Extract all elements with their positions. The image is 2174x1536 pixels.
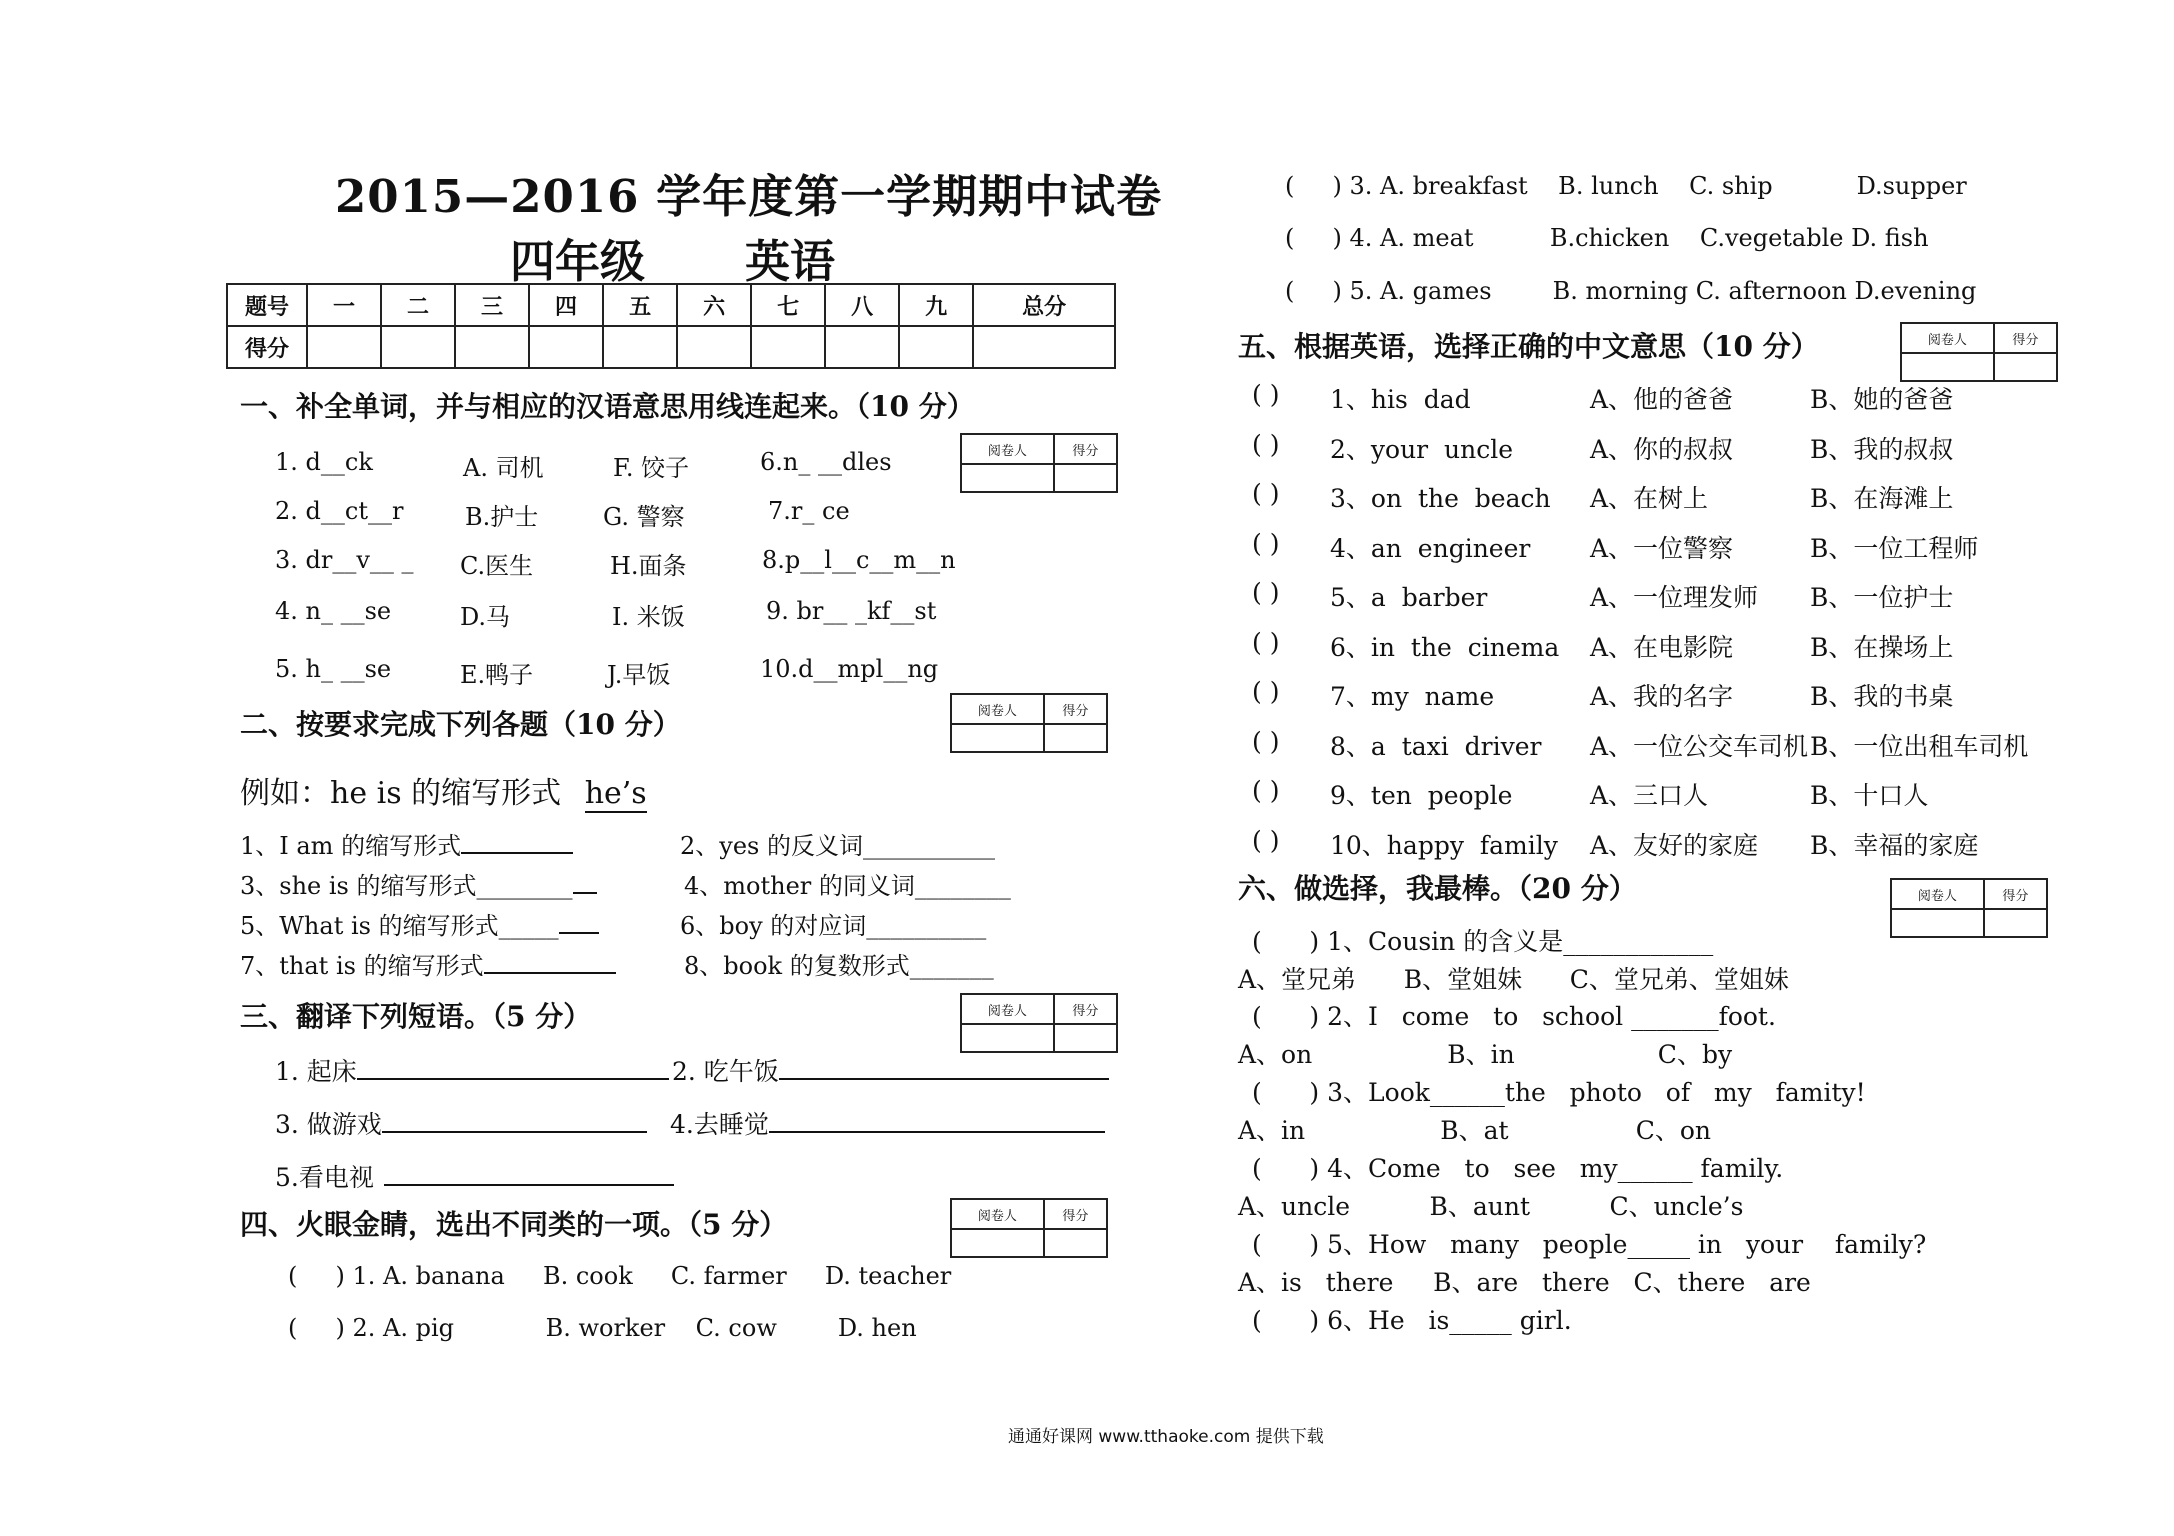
score-cell[interactable] xyxy=(973,326,1115,368)
score-table-label: 题号 xyxy=(227,284,307,326)
score-label: 得分 xyxy=(1994,323,2057,353)
s5-option: B、我的叔叔 xyxy=(1810,434,1954,464)
s2-item-text: 7、that is 的缩写形式 xyxy=(240,952,484,980)
section5-heading: 五、根据英语，选择正确的中文意思（10 分） xyxy=(1238,330,1819,363)
meaning-item: H.面条 xyxy=(610,552,687,580)
grader-box xyxy=(960,993,1118,1053)
word-item: 7.r_ ce xyxy=(768,497,850,525)
s5-option: A、一位公交车司机 xyxy=(1590,731,1809,761)
section1-heading: 一、补全单词，并与相应的汉语意思用线连起来。（10 分） xyxy=(240,390,975,423)
word-item: 9. br__ _kf__st xyxy=(766,597,937,625)
s5-option: B、我的书桌 xyxy=(1810,682,1954,711)
s5-option: A、三口人 xyxy=(1590,781,1709,810)
score-col: 总分 xyxy=(973,284,1115,326)
section6-heading: 六、做选择，我最棒。（20 分） xyxy=(1238,872,1637,905)
score-col: 一 xyxy=(307,284,381,326)
score-cell[interactable] xyxy=(1054,464,1117,492)
meaning-item: B.护士 xyxy=(465,503,539,531)
s3-item-5 xyxy=(275,1158,674,1194)
s3-item-4 xyxy=(670,1105,1105,1141)
reviewer-label: 阅卷人 xyxy=(961,994,1054,1024)
s5-option: A、友好的家庭 xyxy=(1590,830,1759,860)
s5-english: 9、ten people xyxy=(1330,781,1513,810)
s6-question: ( ) 1、Cousin 的含义是____________ xyxy=(1252,927,1714,956)
answer-blank[interactable] xyxy=(357,1078,669,1080)
answer-blank[interactable] xyxy=(484,972,616,974)
score-col: 八 xyxy=(825,284,899,326)
s3-item-text: 3. 做游戏 xyxy=(275,1110,382,1139)
score-label: 得分 xyxy=(1044,1199,1107,1229)
grader-box xyxy=(950,693,1108,753)
s3-item-text: 2. 吃午饭 xyxy=(672,1057,779,1086)
s3-item-2 xyxy=(672,1052,1109,1088)
s3-item-text: 4.去睡觉 xyxy=(670,1110,769,1139)
s6-question: ( ) 3、Look______the photo of my famity! xyxy=(1252,1078,1866,1107)
reviewer-label: 阅卷人 xyxy=(1901,323,1994,353)
reviewer-label: 阅卷人 xyxy=(1891,879,1984,909)
answer-blank[interactable] xyxy=(779,1078,1109,1080)
s5-option: B、一位出租车司机 xyxy=(1810,731,2029,761)
answer-blank[interactable] xyxy=(769,1131,1105,1133)
score-cell[interactable] xyxy=(677,326,751,368)
word-item: 4. n_ __se xyxy=(275,597,392,625)
score-col: 二 xyxy=(381,284,455,326)
score-col: 三 xyxy=(455,284,529,326)
score-label: 得分 xyxy=(1054,434,1117,464)
s6-options: A、uncle B、aunt C、uncle’s xyxy=(1238,1192,1744,1221)
s3-item-text: 5.看电视 xyxy=(275,1163,374,1192)
s5-option: B、幸福的家庭 xyxy=(1810,830,1979,860)
subject-label: 英语 xyxy=(745,235,836,288)
score-cell[interactable] xyxy=(1044,724,1107,752)
s5-english: 5、a barber xyxy=(1330,583,1488,612)
meaning-item: G. 警察 xyxy=(603,503,685,531)
s5-option: B、她的爸爸 xyxy=(1810,385,1954,414)
footer-credit: 通通好课网 www.tthaoke.com 提供下载 xyxy=(1008,1427,1324,1447)
answer-paren[interactable]: ( ) xyxy=(1252,578,1280,607)
s2-item-2: 2、yes 的反义词___________ xyxy=(680,832,995,860)
example-answer: he’s xyxy=(584,776,647,811)
section2-heading: 二、按要求完成下列各题（10 分） xyxy=(240,708,681,741)
reviewer-label: 阅卷人 xyxy=(951,694,1044,724)
section4-heading: 四、火眼金睛，选出不同类的一项。（5 分） xyxy=(240,1208,788,1241)
exam-title: 2015—2016 学年度第一学期期中试卷 xyxy=(335,170,1163,223)
score-cell[interactable] xyxy=(1984,909,2047,937)
reviewer-cell[interactable] xyxy=(961,464,1054,492)
s5-english: 7、my name xyxy=(1330,682,1495,711)
s2-item-8: 8、book 的复数形式_______ xyxy=(684,952,994,980)
word-item: 5. h_ __se xyxy=(275,655,392,683)
score-cell[interactable] xyxy=(455,326,529,368)
score-cell[interactable] xyxy=(1994,353,2057,381)
reviewer-cell[interactable] xyxy=(951,1229,1044,1257)
s5-english: 1、his dad xyxy=(1330,385,1471,414)
s5-option: B、在操场上 xyxy=(1810,632,1954,662)
s4-item: ( ) 2. A. pig B. worker C. cow D. hen xyxy=(288,1314,917,1342)
s5-option: A、我的名字 xyxy=(1590,682,1734,711)
reviewer-cell[interactable] xyxy=(961,1024,1054,1052)
score-cell[interactable] xyxy=(381,326,455,368)
s5-option: B、一位护士 xyxy=(1810,583,1954,612)
word-item: 10.d__mpl__ng xyxy=(760,655,939,683)
s5-english: 10、happy family xyxy=(1330,830,1558,860)
score-cell[interactable] xyxy=(603,326,677,368)
s2-item-text: 3、she is 的缩写形式________ xyxy=(240,872,573,900)
answer-paren[interactable]: ( ) xyxy=(1252,429,1280,459)
s5-english: 2、your uncle xyxy=(1330,434,1514,464)
meaning-item: D.马 xyxy=(460,603,511,631)
s6-question: ( ) 6、He is_____ girl. xyxy=(1252,1306,1572,1335)
answer-blank[interactable] xyxy=(382,1131,647,1133)
s3-item-3 xyxy=(275,1105,647,1141)
score-col: 六 xyxy=(677,284,751,326)
s6-question: ( ) 5、How many people_____ in your family? xyxy=(1252,1230,1927,1259)
s5-option: A、在电影院 xyxy=(1590,632,1734,662)
word-item: 8.p__l__c__m__n xyxy=(762,546,956,574)
s6-options: A、is there B、are there C、there are xyxy=(1238,1268,1811,1297)
s4-item: ( ) 5. A. games B. morning C. afternoon D.evening xyxy=(1285,277,1977,305)
score-label: 得分 xyxy=(1984,879,2047,909)
answer-paren[interactable]: ( ) xyxy=(1252,726,1280,756)
s2-item-text: 1、I am 的缩写形式 xyxy=(240,832,462,860)
reviewer-cell[interactable] xyxy=(1891,909,1984,937)
s3-item-1 xyxy=(275,1052,669,1088)
word-item: 1. d__ck xyxy=(275,448,373,476)
grader-box xyxy=(960,433,1118,493)
score-cell[interactable] xyxy=(1054,1024,1117,1052)
score-col: 七 xyxy=(751,284,825,326)
score-cell[interactable] xyxy=(307,326,381,368)
s4-item: ( ) 3. A. breakfast B. lunch C. ship D.supper xyxy=(1285,172,1967,200)
score-cell[interactable] xyxy=(529,326,603,368)
s5-option: A、一位警察 xyxy=(1590,533,1734,563)
s5-english: 3、on the beach xyxy=(1330,484,1551,513)
s6-options: A、on B、in C、by xyxy=(1238,1040,1733,1069)
answer-paren[interactable]: ( ) xyxy=(1252,677,1280,706)
example-line xyxy=(240,768,647,813)
answer-paren[interactable]: ( ) xyxy=(1252,479,1280,508)
score-cell[interactable] xyxy=(751,326,825,368)
score-col: 五 xyxy=(603,284,677,326)
s6-question: ( ) 4、Come to see my______ family. xyxy=(1252,1154,1784,1183)
s5-option: A、一位理发师 xyxy=(1590,583,1759,612)
answer-blank[interactable] xyxy=(384,1184,674,1186)
s2-item-5 xyxy=(240,906,599,941)
score-label: 得分 xyxy=(1054,994,1117,1024)
s6-options: A、堂兄弟 B、堂姐妹 C、堂兄弟、堂姐妹 xyxy=(1238,965,1789,994)
score-table-label: 得分 xyxy=(227,326,307,368)
s5-option: B、在海滩上 xyxy=(1810,484,1954,513)
reviewer-cell[interactable] xyxy=(951,724,1044,752)
s5-option: B、十口人 xyxy=(1810,781,1929,810)
score-label: 得分 xyxy=(1044,694,1107,724)
answer-blank[interactable] xyxy=(461,852,573,854)
score-col: 九 xyxy=(899,284,973,326)
answer-blank[interactable] xyxy=(559,932,599,934)
meaning-item: E.鸭子 xyxy=(460,661,534,689)
answer-paren[interactable]: ( ) xyxy=(1252,380,1280,409)
s5-option: A、他的爸爸 xyxy=(1590,385,1734,414)
grader-box xyxy=(1890,878,2048,938)
s6-question: ( ) 2、I come to school _______foot. xyxy=(1252,1002,1776,1031)
meaning-item: F. 饺子 xyxy=(613,454,690,482)
s4-item: ( ) 4. A. meat B.chicken C.vegetable D. fish xyxy=(1285,224,1929,252)
section3-heading: 三、翻译下列短语。（5 分） xyxy=(240,1000,592,1033)
answer-paren[interactable]: ( ) xyxy=(1252,627,1280,657)
score-cell[interactable] xyxy=(825,326,899,368)
s2-item-1 xyxy=(240,826,573,861)
reviewer-label: 阅卷人 xyxy=(961,434,1054,464)
reviewer-cell[interactable] xyxy=(1901,353,1994,381)
s5-option: B、一位工程师 xyxy=(1810,533,1979,563)
meaning-item: I. 米饭 xyxy=(612,603,685,631)
score-table xyxy=(226,283,1116,369)
s2-item-text: 5、What is 的缩写形式_____ xyxy=(240,912,559,940)
reviewer-label: 阅卷人 xyxy=(951,1199,1044,1229)
score-cell[interactable] xyxy=(1044,1229,1107,1257)
word-item: 2. d__ct__r xyxy=(275,497,404,525)
s5-english: 6、in the cinema xyxy=(1330,632,1560,662)
answer-paren[interactable]: ( ) xyxy=(1252,776,1280,805)
s2-item-4: 4、mother 的同义词________ xyxy=(684,872,1011,900)
s2-item-6: 6、boy 的对应词__________ xyxy=(680,912,987,940)
meaning-item: C.医生 xyxy=(460,552,534,580)
s6-options: A、in B、at C、on xyxy=(1238,1116,1711,1145)
word-item: 3. dr__v__ _ xyxy=(275,546,414,574)
answer-blank[interactable] xyxy=(573,892,597,894)
s2-item-3 xyxy=(240,866,597,901)
example-text: 例如：he is 的缩写形式 xyxy=(240,776,562,811)
score-cell[interactable] xyxy=(899,326,973,368)
grader-box xyxy=(950,1198,1108,1258)
answer-paren[interactable]: ( ) xyxy=(1252,528,1280,558)
s5-english: 8、a taxi driver xyxy=(1330,731,1542,761)
grader-box xyxy=(1900,322,2058,382)
score-col: 四 xyxy=(529,284,603,326)
answer-paren[interactable]: ( ) xyxy=(1252,825,1280,855)
s5-english: 4、an engineer xyxy=(1330,533,1531,563)
meaning-item: A. 司机 xyxy=(463,454,544,482)
s4-item: ( ) 1. A. banana B. cook C. farmer D. teacher xyxy=(288,1262,952,1290)
grade-label: 四年级 xyxy=(510,235,646,288)
s3-item-text: 1. 起床 xyxy=(275,1057,357,1086)
meaning-item: J.早饭 xyxy=(607,661,671,689)
s5-option: A、你的叔叔 xyxy=(1590,434,1734,464)
s2-item-7 xyxy=(240,946,616,981)
word-item: 6.n_ __dles xyxy=(760,448,892,476)
s5-option: A、在树上 xyxy=(1590,484,1709,513)
